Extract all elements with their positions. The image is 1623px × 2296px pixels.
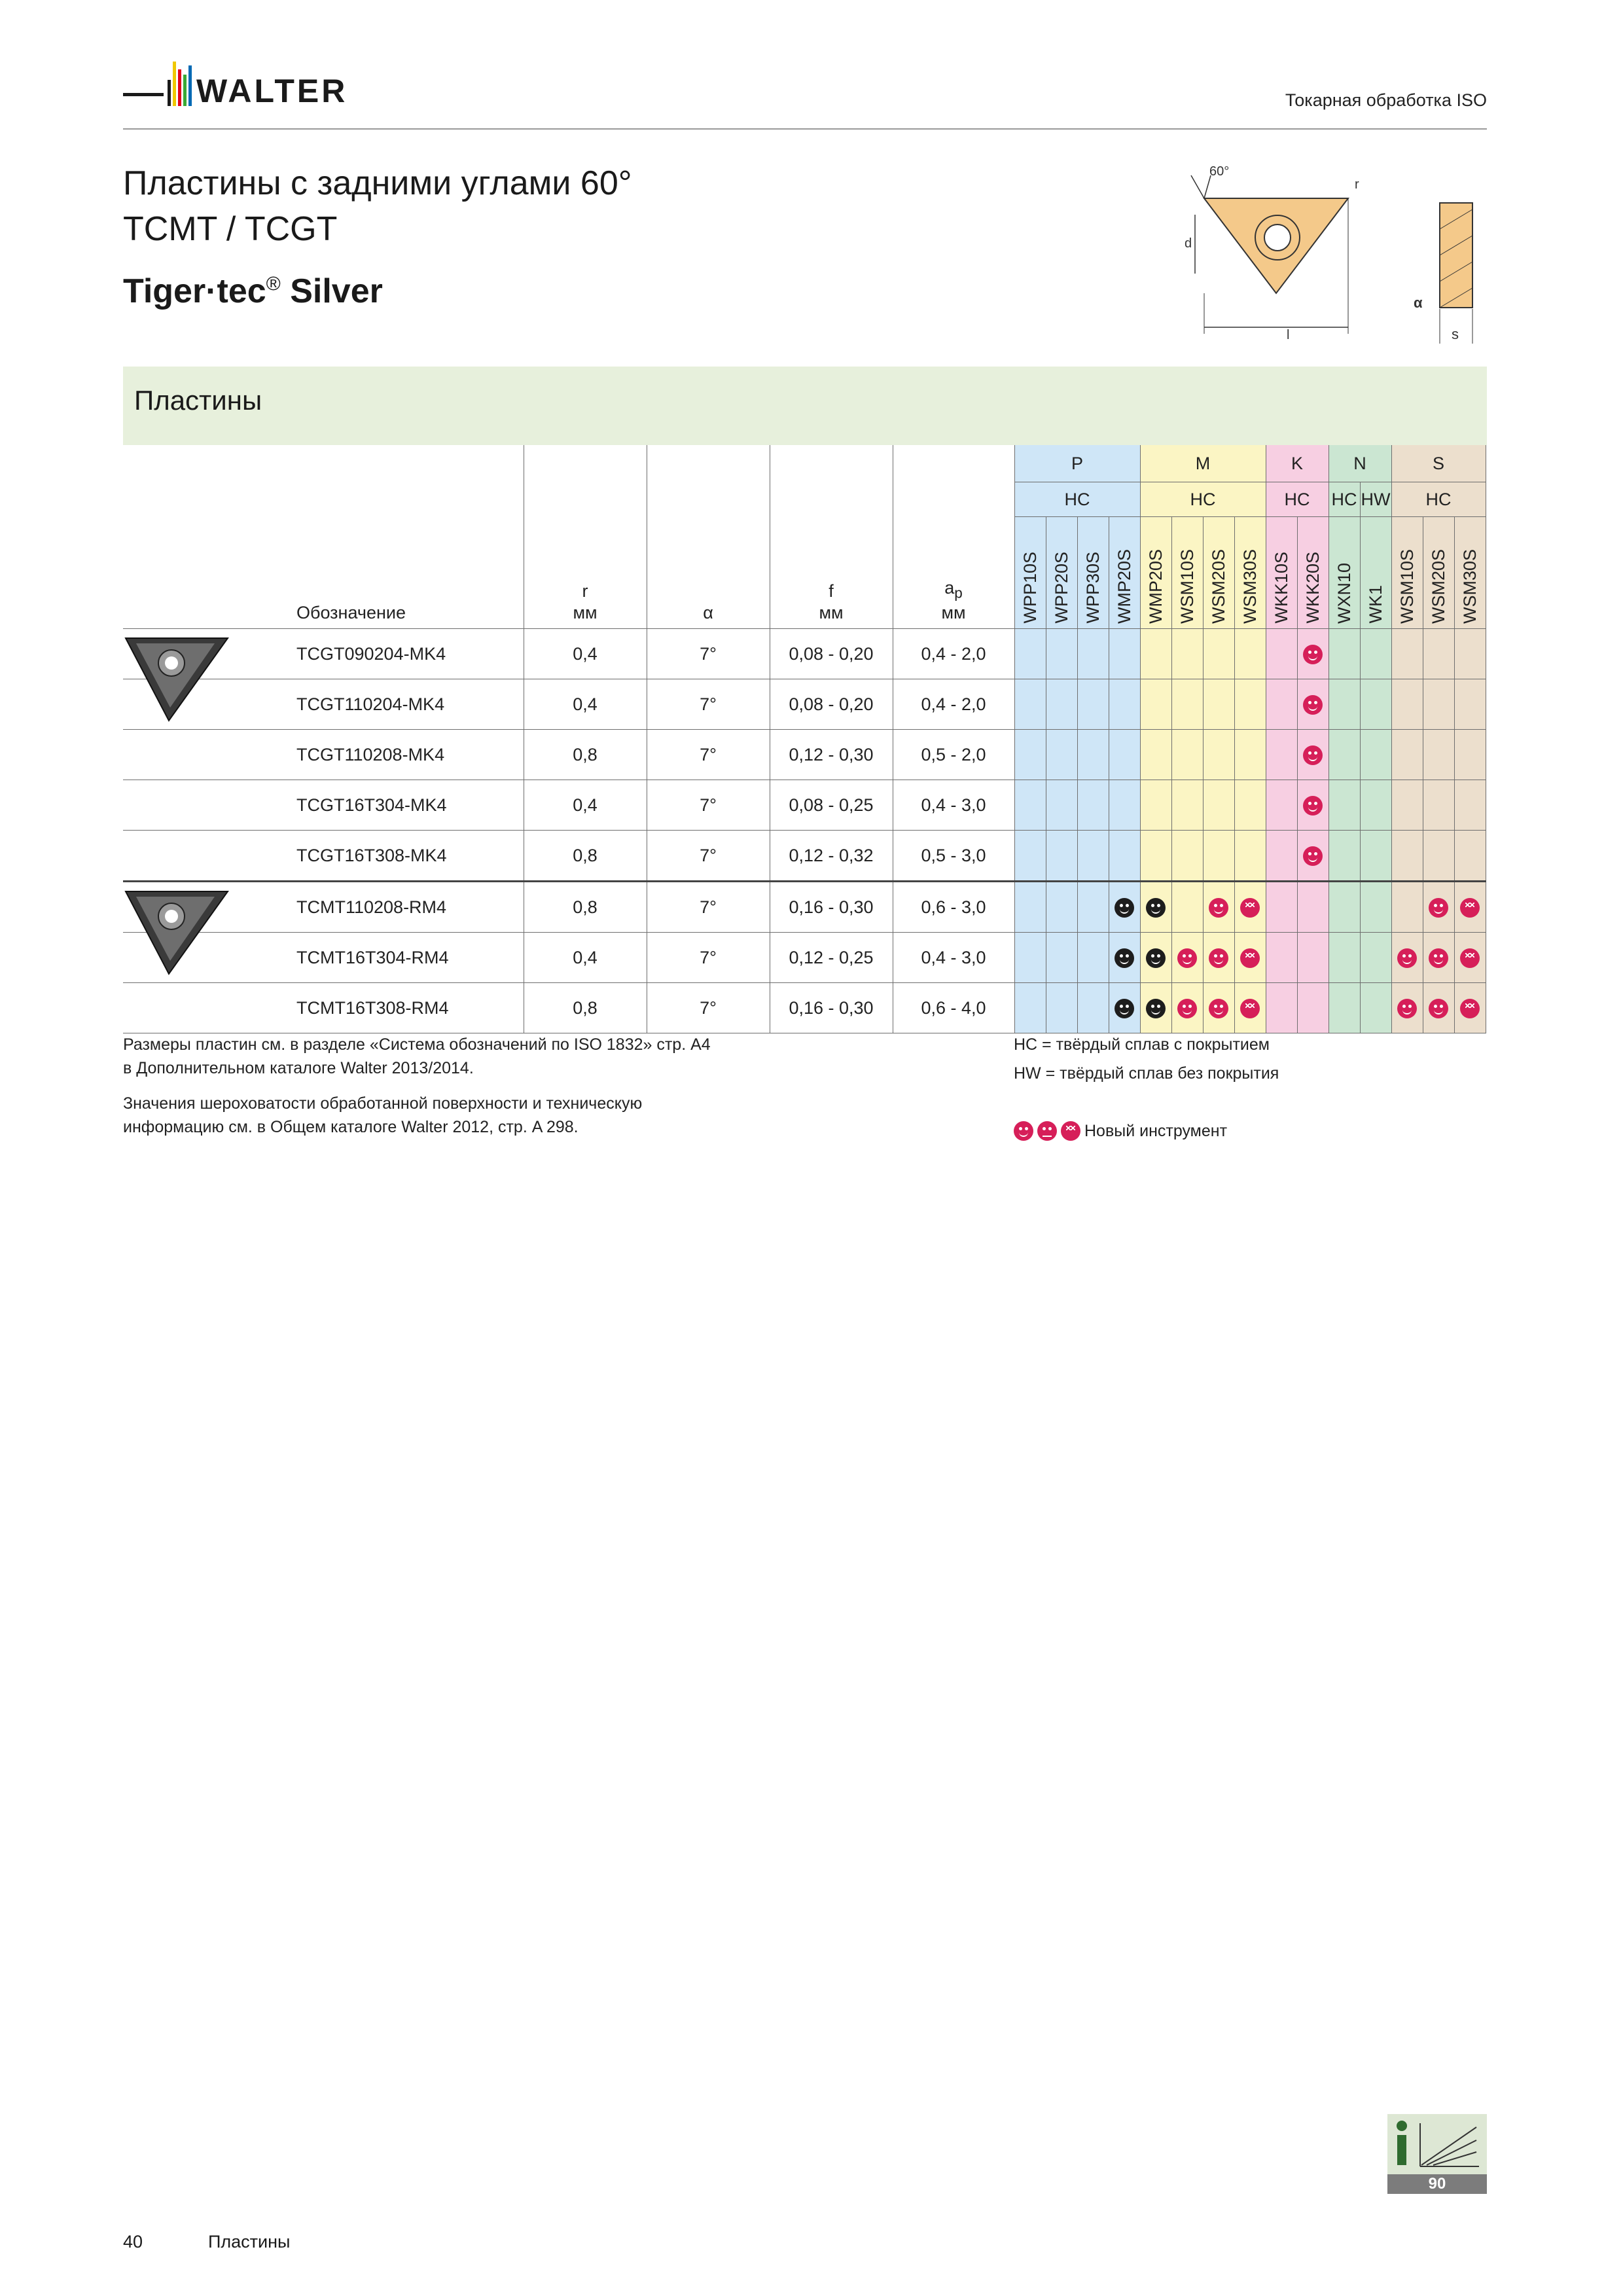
- grade-cell: [1140, 933, 1171, 983]
- grade-cell: [1423, 983, 1454, 1033]
- ap-header-unit: мм: [941, 602, 966, 622]
- red-smile-icon: [1303, 745, 1323, 765]
- grade-cell: [1140, 983, 1171, 1033]
- alpha-cell: 7°: [647, 730, 770, 780]
- grade-cell: [1454, 933, 1486, 983]
- grade-cell: [1171, 679, 1203, 730]
- grade-cell: [1360, 629, 1391, 679]
- black-smile-icon: [1146, 999, 1166, 1018]
- designation-text: TCMT16T304-RM4: [296, 947, 449, 967]
- r-cell: 0,4: [524, 933, 647, 983]
- f-cell: 0,08 - 0,25: [770, 780, 893, 831]
- grade-cell: [1077, 679, 1109, 730]
- grade-header: [1203, 517, 1234, 629]
- footer-label: Пластины: [208, 2232, 291, 2251]
- ap-header-sub: p: [954, 584, 963, 601]
- red-x-icon: [1460, 948, 1480, 968]
- designation-cell: [123, 882, 524, 933]
- grade-cell: [1109, 831, 1140, 882]
- d-label: d: [1185, 236, 1192, 251]
- grade-cell: [1109, 629, 1140, 679]
- ap-cell: 0,4 - 3,0: [893, 780, 1014, 831]
- grade-cell: [1140, 629, 1171, 679]
- page-number: 40: [123, 2232, 143, 2251]
- red-x-icon: [1240, 948, 1260, 968]
- grade-cell: [1297, 882, 1329, 933]
- grade-cell: [1109, 983, 1140, 1033]
- grade-cell: [1203, 831, 1234, 882]
- grade-cell: [1360, 780, 1391, 831]
- grade-cell: [1329, 679, 1360, 730]
- grade-cell: [1077, 629, 1109, 679]
- grade-cell: [1171, 730, 1203, 780]
- r-cell: 0,8: [524, 831, 647, 882]
- alpha-header: α: [647, 445, 770, 629]
- grade-header: [1297, 517, 1329, 629]
- r-header-symbol: r: [582, 581, 588, 601]
- designation-cell: [123, 831, 524, 882]
- grade-cell: [1046, 730, 1077, 780]
- grade-cell: [1234, 730, 1266, 780]
- black-smile-icon: [1146, 898, 1166, 918]
- black-smile-icon: [1115, 999, 1134, 1018]
- grade-cell: [1423, 882, 1454, 933]
- table-row: [123, 983, 1486, 1033]
- new-tool-neutral-icon: [1037, 1121, 1057, 1141]
- inserts-table: [123, 445, 1486, 1033]
- red-smile-icon: [1303, 846, 1323, 866]
- grade-cell: [1454, 629, 1486, 679]
- grade-cell: [1297, 780, 1329, 831]
- alpha-cell: 7°: [647, 983, 770, 1033]
- grade-cell: [1423, 780, 1454, 831]
- grade-cell: [1329, 882, 1360, 933]
- red-smile-icon: [1303, 695, 1323, 715]
- grade-label: WSM10S: [1177, 548, 1197, 624]
- grade-cell: [1014, 933, 1046, 983]
- note-roughness: Значения шероховатости обработанной поверхности и техническую информацию см. в Общем каталоге Walter 2012, стр. A 298.: [123, 1094, 643, 1136]
- grade-cell: [1423, 730, 1454, 780]
- grade-cell: [1266, 882, 1297, 933]
- grade-cell: [1297, 679, 1329, 730]
- grade-header: [1077, 517, 1109, 629]
- grade-cell: [1329, 780, 1360, 831]
- grade-cell: [1360, 679, 1391, 730]
- insert-top-diagram: [1171, 162, 1368, 346]
- l-label: l: [1287, 328, 1290, 342]
- red-smile-icon: [1429, 999, 1448, 1018]
- ap-cell: 0,5 - 2,0: [893, 730, 1014, 780]
- designation-cell: [123, 629, 524, 679]
- r-cell: 0,8: [524, 882, 647, 933]
- grade-cell: [1266, 983, 1297, 1033]
- grade-cell: [1203, 882, 1234, 933]
- alpha-cell: 7°: [647, 780, 770, 831]
- red-smile-icon: [1429, 948, 1448, 968]
- legend-new-label: Новый инструмент: [1084, 1122, 1228, 1140]
- grade-cell: [1234, 933, 1266, 983]
- grade-header: [1171, 517, 1203, 629]
- grade-cell: [1391, 780, 1423, 831]
- grade-header: [1329, 517, 1360, 629]
- legend-hw: HW = твёрдый сплав без покрытия: [1014, 1064, 1279, 1083]
- alpha-cell: 7°: [647, 679, 770, 730]
- grade-cell: [1077, 882, 1109, 933]
- grade-cell: [1266, 730, 1297, 780]
- group-s: S: [1391, 445, 1486, 482]
- grade-cell: [1329, 983, 1360, 1033]
- black-smile-icon: [1115, 948, 1134, 968]
- designation-text: TCGT090204-MK4: [296, 643, 446, 664]
- grade-header: [1109, 517, 1140, 629]
- grade-cell: [1171, 629, 1203, 679]
- grade-cell: [1109, 933, 1140, 983]
- black-smile-icon: [1146, 948, 1166, 968]
- note-dimensions: Размеры пластин см. в разделе «Система обозначений по ISO 1832» стр. A4 в Дополнительном каталоге Walter 2013/2014.: [123, 1035, 711, 1077]
- r-cell: 0,8: [524, 730, 647, 780]
- grade-cell: [1171, 780, 1203, 831]
- grade-cell: [1297, 831, 1329, 882]
- grade-cell: [1391, 679, 1423, 730]
- grade-cell: [1014, 831, 1046, 882]
- grade-cell: [1266, 933, 1297, 983]
- grade-label: WPP30S: [1082, 552, 1103, 624]
- registered-mark: ®: [266, 273, 281, 295]
- grade-cell: [1046, 831, 1077, 882]
- grade-cell: [1171, 882, 1203, 933]
- grade-cell: [1329, 629, 1360, 679]
- legend-hc: HC = твёрдый сплав с покрытием: [1014, 1035, 1270, 1054]
- grade-cell: [1109, 679, 1140, 730]
- grade-header: [1234, 517, 1266, 629]
- f-cell: 0,12 - 0,30: [770, 730, 893, 780]
- grade-cell: [1391, 730, 1423, 780]
- new-tool-x-icon: [1061, 1121, 1080, 1141]
- grade-label: WXN10: [1334, 562, 1354, 624]
- f-header-unit: мм: [819, 602, 844, 622]
- grade-cell: [1014, 983, 1046, 1033]
- alpha-cell: 7°: [647, 629, 770, 679]
- f-cell: 0,16 - 0,30: [770, 983, 893, 1033]
- insert-side-diagram: [1407, 190, 1492, 347]
- section-title: Токарная обработка ISO: [1285, 90, 1487, 110]
- grade-cell: [1203, 933, 1234, 983]
- product-name: Tiger·tec: [123, 272, 266, 310]
- grade-label: WMP20S: [1145, 548, 1166, 624]
- grade-cell: [1109, 730, 1140, 780]
- grade-label: WPP10S: [1020, 552, 1040, 624]
- r-cell: 0,4: [524, 679, 647, 730]
- grade-label: WSM10S: [1397, 548, 1417, 624]
- grade-cell: [1046, 629, 1077, 679]
- grade-cell: [1109, 882, 1140, 933]
- red-smile-icon: [1177, 948, 1197, 968]
- grade-cell: [1454, 831, 1486, 882]
- grade-cell: [1014, 679, 1046, 730]
- group-k-sub: HC: [1266, 482, 1329, 517]
- f-cell: 0,16 - 0,30: [770, 882, 893, 933]
- grade-label: WSM20S: [1428, 548, 1448, 624]
- grade-cell: [1234, 629, 1266, 679]
- grade-cell: [1077, 983, 1109, 1033]
- red-smile-icon: [1303, 796, 1323, 816]
- grade-cell: [1297, 983, 1329, 1033]
- grade-cell: [1234, 983, 1266, 1033]
- group-s-sub: HC: [1391, 482, 1486, 517]
- ap-cell: 0,5 - 3,0: [893, 831, 1014, 882]
- page-title-line1: Пластины с задними углами 60°: [123, 164, 632, 202]
- page-title-line2: TCMT / TCGT: [123, 210, 338, 248]
- f-cell: 0,12 - 0,25: [770, 933, 893, 983]
- red-smile-icon: [1397, 999, 1417, 1018]
- grade-cell: [1203, 983, 1234, 1033]
- grade-cell: [1329, 831, 1360, 882]
- grade-cell: [1046, 933, 1077, 983]
- alpha-label: α: [1414, 295, 1423, 311]
- ap-cell: 0,6 - 3,0: [893, 882, 1014, 933]
- grade-cell: [1297, 629, 1329, 679]
- grade-cell: [1423, 629, 1454, 679]
- table-row: [123, 831, 1486, 882]
- f-header-symbol: f: [829, 581, 834, 601]
- r-cell: 0,4: [524, 780, 647, 831]
- section-band-title: Пластины: [134, 385, 262, 416]
- grade-cell: [1140, 882, 1171, 933]
- grade-cell: [1046, 983, 1077, 1033]
- grade-cell: [1203, 679, 1234, 730]
- grade-cell: [1234, 831, 1266, 882]
- grade-cell: [1203, 730, 1234, 780]
- table-row: [123, 679, 1486, 730]
- table-row: [123, 882, 1486, 933]
- ap-header-symbol: a: [944, 578, 955, 598]
- grade-label: WPP20S: [1051, 552, 1071, 624]
- designation-text: TCMT110208-RM4: [296, 897, 447, 917]
- table-row: [123, 780, 1486, 831]
- designation-cell: [123, 679, 524, 730]
- grade-cell: [1046, 882, 1077, 933]
- red-x-icon: [1460, 898, 1480, 918]
- ap-header: [893, 445, 1014, 629]
- f-cell: 0,12 - 0,32: [770, 831, 893, 882]
- grade-cell: [1077, 831, 1109, 882]
- grade-cell: [1454, 983, 1486, 1033]
- grade-label: WKK10S: [1271, 552, 1291, 624]
- grade-cell: [1360, 933, 1391, 983]
- grade-cell: [1423, 679, 1454, 730]
- grade-cell: [1014, 780, 1046, 831]
- designation-text: TCGT110208-MK4: [296, 744, 445, 764]
- grade-label: WSM30S: [1459, 548, 1480, 624]
- grade-cell: [1297, 933, 1329, 983]
- grade-cell: [1329, 730, 1360, 780]
- red-x-icon: [1240, 999, 1260, 1018]
- grade-cell: [1140, 831, 1171, 882]
- red-smile-icon: [1429, 898, 1448, 918]
- red-smile-icon: [1397, 948, 1417, 968]
- grade-label: WMP20S: [1114, 548, 1134, 624]
- grade-header: [1391, 517, 1423, 629]
- grade-cell: [1391, 831, 1423, 882]
- grade-cell: [1329, 933, 1360, 983]
- grade-cell: [1014, 629, 1046, 679]
- red-smile-icon: [1177, 999, 1197, 1018]
- grade-cell: [1046, 679, 1077, 730]
- grade-header: [1046, 517, 1077, 629]
- designation-text: TCMT16T308-RM4: [296, 997, 449, 1018]
- grade-cell: [1140, 730, 1171, 780]
- red-x-icon: [1240, 898, 1260, 918]
- group-m-sub: HC: [1140, 482, 1266, 517]
- grade-cell: [1171, 933, 1203, 983]
- grade-header: [1014, 517, 1046, 629]
- ap-cell: 0,6 - 4,0: [893, 983, 1014, 1033]
- grade-cell: [1077, 933, 1109, 983]
- grade-cell: [1266, 629, 1297, 679]
- ap-cell: 0,4 - 2,0: [893, 629, 1014, 679]
- grade-cell: [1077, 730, 1109, 780]
- grade-cell: [1014, 730, 1046, 780]
- grade-cell: [1360, 882, 1391, 933]
- designation-header: Обозначение: [123, 445, 524, 629]
- grade-label: WSM20S: [1208, 548, 1228, 624]
- red-smile-icon: [1303, 645, 1323, 664]
- grade-cell: [1391, 933, 1423, 983]
- grade-header: [1140, 517, 1171, 629]
- alpha-cell: 7°: [647, 882, 770, 933]
- r-cell: 0,8: [524, 983, 647, 1033]
- new-tool-smile-icon: [1014, 1121, 1033, 1141]
- designation-cell: [123, 780, 524, 831]
- grade-cell: [1203, 780, 1234, 831]
- group-n: N: [1329, 445, 1391, 482]
- grade-label: WSM30S: [1240, 548, 1260, 624]
- grade-cell: [1391, 882, 1423, 933]
- grade-cell: [1360, 730, 1391, 780]
- grade-cell: [1266, 780, 1297, 831]
- walter-logo: [123, 60, 398, 113]
- legend-new-tool: [1014, 1119, 1227, 1143]
- grade-cell: [1046, 780, 1077, 831]
- grade-cell: [1077, 780, 1109, 831]
- ap-cell: 0,4 - 2,0: [893, 679, 1014, 730]
- designation-cell: [123, 730, 524, 780]
- r-header-unit: мм: [573, 602, 597, 622]
- grade-cell: [1391, 983, 1423, 1033]
- grade-cell: [1454, 882, 1486, 933]
- grade-cell: [1140, 780, 1171, 831]
- ap-cell: 0,4 - 3,0: [893, 933, 1014, 983]
- grade-cell: [1391, 629, 1423, 679]
- header-divider: [123, 128, 1487, 130]
- grade-cell: [1423, 933, 1454, 983]
- group-n-sub-hc: HC: [1329, 482, 1360, 517]
- red-smile-icon: [1209, 948, 1228, 968]
- red-smile-icon: [1209, 898, 1228, 918]
- grade-header: [1423, 517, 1454, 629]
- group-m: M: [1140, 445, 1266, 482]
- r-cell: 0,4: [524, 629, 647, 679]
- designation-text: TCGT110204-MK4: [296, 694, 445, 714]
- alpha-cell: 7°: [647, 831, 770, 882]
- designation-text: TCGT16T304-MK4: [296, 795, 447, 815]
- info-chart-icon[interactable]: [1387, 2114, 1487, 2174]
- grade-cell: [1171, 831, 1203, 882]
- grade-label: WK1: [1365, 585, 1385, 624]
- grade-cell: [1203, 629, 1234, 679]
- grade-header: [1360, 517, 1391, 629]
- grade-cell: [1234, 679, 1266, 730]
- grade-cell: [1140, 679, 1171, 730]
- grade-header: [1454, 517, 1486, 629]
- group-p-sub: HC: [1014, 482, 1140, 517]
- grade-cell: [1109, 780, 1140, 831]
- grade-cell: [1454, 730, 1486, 780]
- group-n-sub-hw: HW: [1360, 482, 1391, 517]
- grade-cell: [1014, 882, 1046, 933]
- s-label: s: [1452, 326, 1459, 342]
- info-page-ref[interactable]: 90: [1387, 2174, 1487, 2194]
- table-row: [123, 933, 1486, 983]
- f-header: [770, 445, 893, 629]
- grade-cell: [1266, 831, 1297, 882]
- r-header: [524, 445, 647, 629]
- grade-cell: [1423, 831, 1454, 882]
- f-cell: 0,08 - 0,20: [770, 629, 893, 679]
- alpha-cell: 7°: [647, 933, 770, 983]
- grade-cell: [1454, 780, 1486, 831]
- table-row: [123, 730, 1486, 780]
- designation-cell: [123, 933, 524, 983]
- grade-cell: [1360, 831, 1391, 882]
- red-smile-icon: [1209, 999, 1228, 1018]
- black-smile-icon: [1115, 898, 1134, 918]
- grade-label: WKK20S: [1302, 552, 1323, 624]
- product-suffix: Silver: [280, 272, 383, 310]
- angle-label: 60°: [1209, 164, 1230, 179]
- grade-cell: [1360, 983, 1391, 1033]
- red-x-icon: [1460, 999, 1480, 1018]
- grade-cell: [1297, 730, 1329, 780]
- brand-wordmark: WALTER: [196, 73, 348, 109]
- radius-label: r: [1355, 177, 1359, 192]
- grade-cell: [1234, 882, 1266, 933]
- grade-header: [1266, 517, 1297, 629]
- grade-cell: [1171, 983, 1203, 1033]
- grade-cell: [1454, 679, 1486, 730]
- designation-cell: [123, 983, 524, 1033]
- designation-text: TCGT16T308-MK4: [296, 845, 447, 865]
- grade-cell: [1266, 679, 1297, 730]
- group-p: P: [1014, 445, 1140, 482]
- f-cell: 0,08 - 0,20: [770, 679, 893, 730]
- section-band: [123, 367, 1487, 445]
- page-title-product: [123, 272, 383, 311]
- group-k: K: [1266, 445, 1329, 482]
- grade-cell: [1234, 780, 1266, 831]
- table-row: [123, 629, 1486, 679]
